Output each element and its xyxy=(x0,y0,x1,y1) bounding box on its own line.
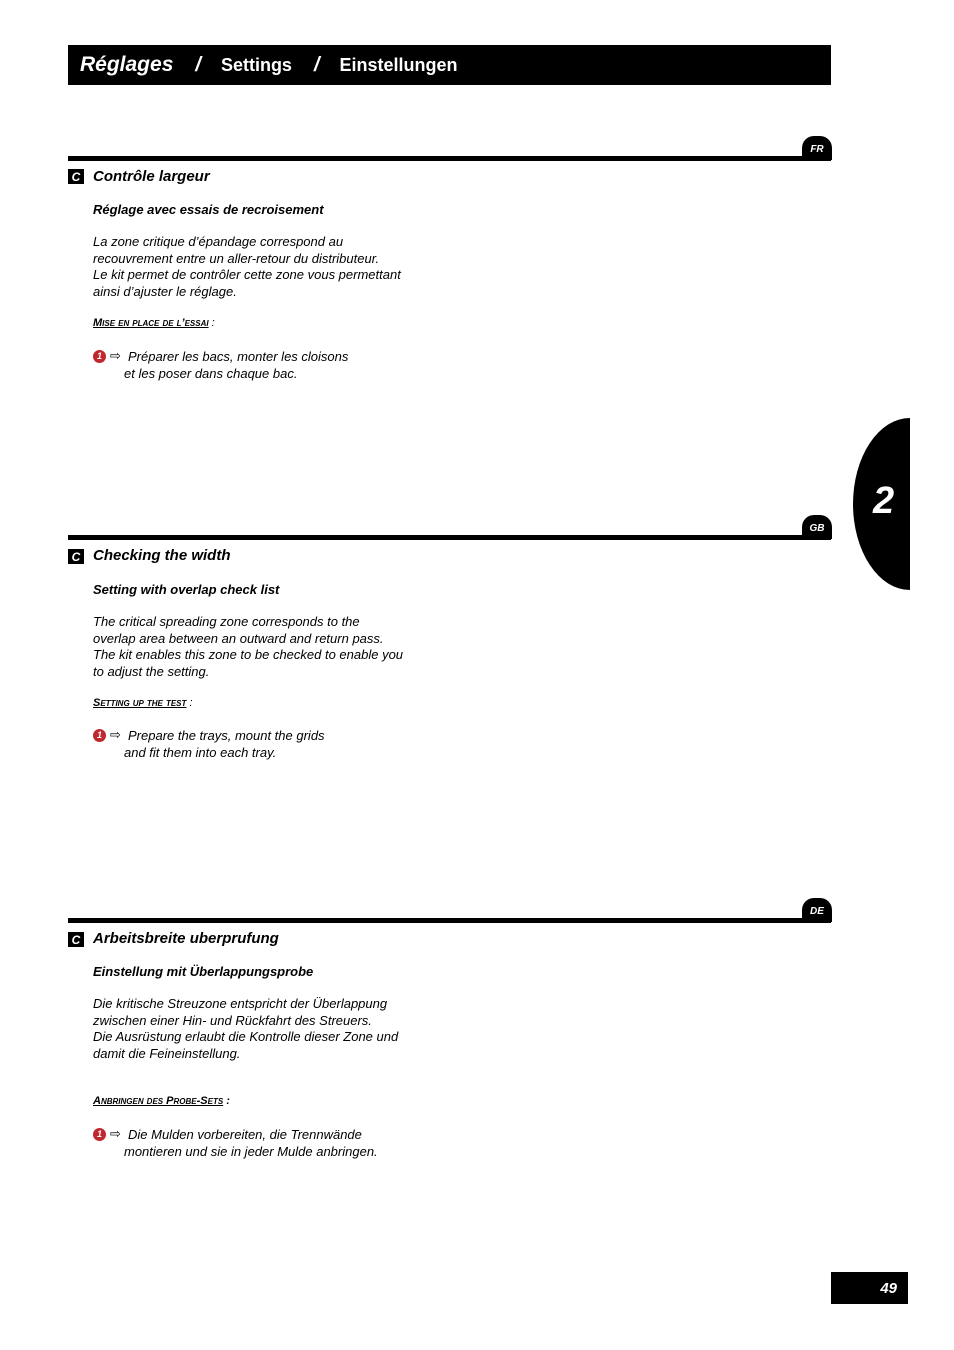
procedure-label xyxy=(93,317,215,329)
step-text: Préparer les bacs, monter les cloisons xyxy=(128,349,349,364)
section-title: Checking the width xyxy=(93,547,231,564)
section-subtitle: Setting with overlap check list xyxy=(93,582,280,597)
procedure-label-colon: : xyxy=(223,1095,230,1107)
language-tab-de: DE xyxy=(802,898,832,922)
arrow-right-icon: ⇨ xyxy=(110,1126,121,1141)
step-text: Prepare the trays, mount the grids xyxy=(128,728,325,743)
paragraph-line: The kit enables this zone to be checked to enable you xyxy=(93,647,404,662)
section-badge: C xyxy=(68,169,84,184)
paragraph-line: ainsi d’ajuster le réglage. xyxy=(93,283,237,299)
page-number: 49 xyxy=(831,1272,908,1304)
section-badge: C xyxy=(68,549,84,564)
header-title-gb: Settings xyxy=(220,54,292,75)
step-number-icon: 1 xyxy=(93,729,106,742)
step-text: et les poser dans chaque bac. xyxy=(124,365,298,381)
header-title-fr: Réglages xyxy=(80,53,174,76)
step-number-icon: 1 xyxy=(93,350,106,363)
section-paragraph xyxy=(93,234,453,300)
language-tab-gb: GB xyxy=(802,515,832,539)
section-divider xyxy=(68,156,831,161)
paragraph-line: Die kritische Streuzone entspricht der Überlappung xyxy=(93,996,388,1011)
section-title: Contrôle largeur xyxy=(93,168,210,185)
arrow-right-icon: ⇨ xyxy=(110,348,121,363)
procedure-label-text: Anbringen des Probe-Sets xyxy=(93,1095,224,1107)
section-paragraph xyxy=(93,614,453,680)
header-separator: / xyxy=(195,53,201,76)
chapter-number: 2 xyxy=(873,480,895,522)
language-tab-fr: FR xyxy=(802,136,832,160)
paragraph-line: Die Ausrüstung erlaubt die Kontrolle dieser Zone und xyxy=(93,1029,399,1044)
paragraph-line: overlap area between an outward and return pass. xyxy=(93,630,384,646)
paragraph-line: La zone critique d’épandage correspond au xyxy=(93,234,344,249)
paragraph-line: to adjust the setting. xyxy=(93,663,210,679)
step-number-icon: 1 xyxy=(93,1128,106,1141)
chapter-tab xyxy=(853,418,910,590)
paragraph-line: recouvrement entre un aller-retour du distributeur. xyxy=(93,250,380,266)
step-text: Die Mulden vorbereiten, die Trennwände xyxy=(128,1127,362,1142)
paragraph-line: zwischen einer Hin- und Rückfahrt des Streuers. xyxy=(93,1012,372,1028)
paragraph-line: damit die Feineinstellung. xyxy=(93,1045,241,1061)
paragraph-line: Le kit permet de contrôler cette zone vous permettant xyxy=(93,267,401,282)
section-subtitle: Einstellung mit Überlappungsprobe xyxy=(93,964,314,979)
procedure-label-colon: : xyxy=(186,697,193,709)
section-subtitle: Réglage avec essais de recroisement xyxy=(93,202,324,217)
paragraph-line: The critical spreading zone corresponds to the xyxy=(93,614,360,629)
section-title: Arbeitsbreite uberprufung xyxy=(93,930,279,947)
arrow-right-icon: ⇨ xyxy=(110,727,121,742)
section-divider xyxy=(68,535,831,540)
section-divider xyxy=(68,918,831,923)
page-header xyxy=(68,45,831,85)
step-text: montieren und sie in jeder Mulde anbringen. xyxy=(124,1143,378,1159)
procedure-label xyxy=(93,697,193,709)
step-text: and fit them into each tray. xyxy=(124,744,277,760)
section-badge: C xyxy=(68,932,84,947)
section-paragraph xyxy=(93,996,453,1062)
header-title-de: Einstellungen xyxy=(339,54,458,75)
procedure-label xyxy=(93,1095,230,1107)
procedure-label-colon: : xyxy=(208,317,215,329)
header-separator: / xyxy=(313,53,320,76)
procedure-label-text: Mise en place de l’essai xyxy=(93,317,209,329)
procedure-label-text: Setting up the test xyxy=(93,697,187,709)
